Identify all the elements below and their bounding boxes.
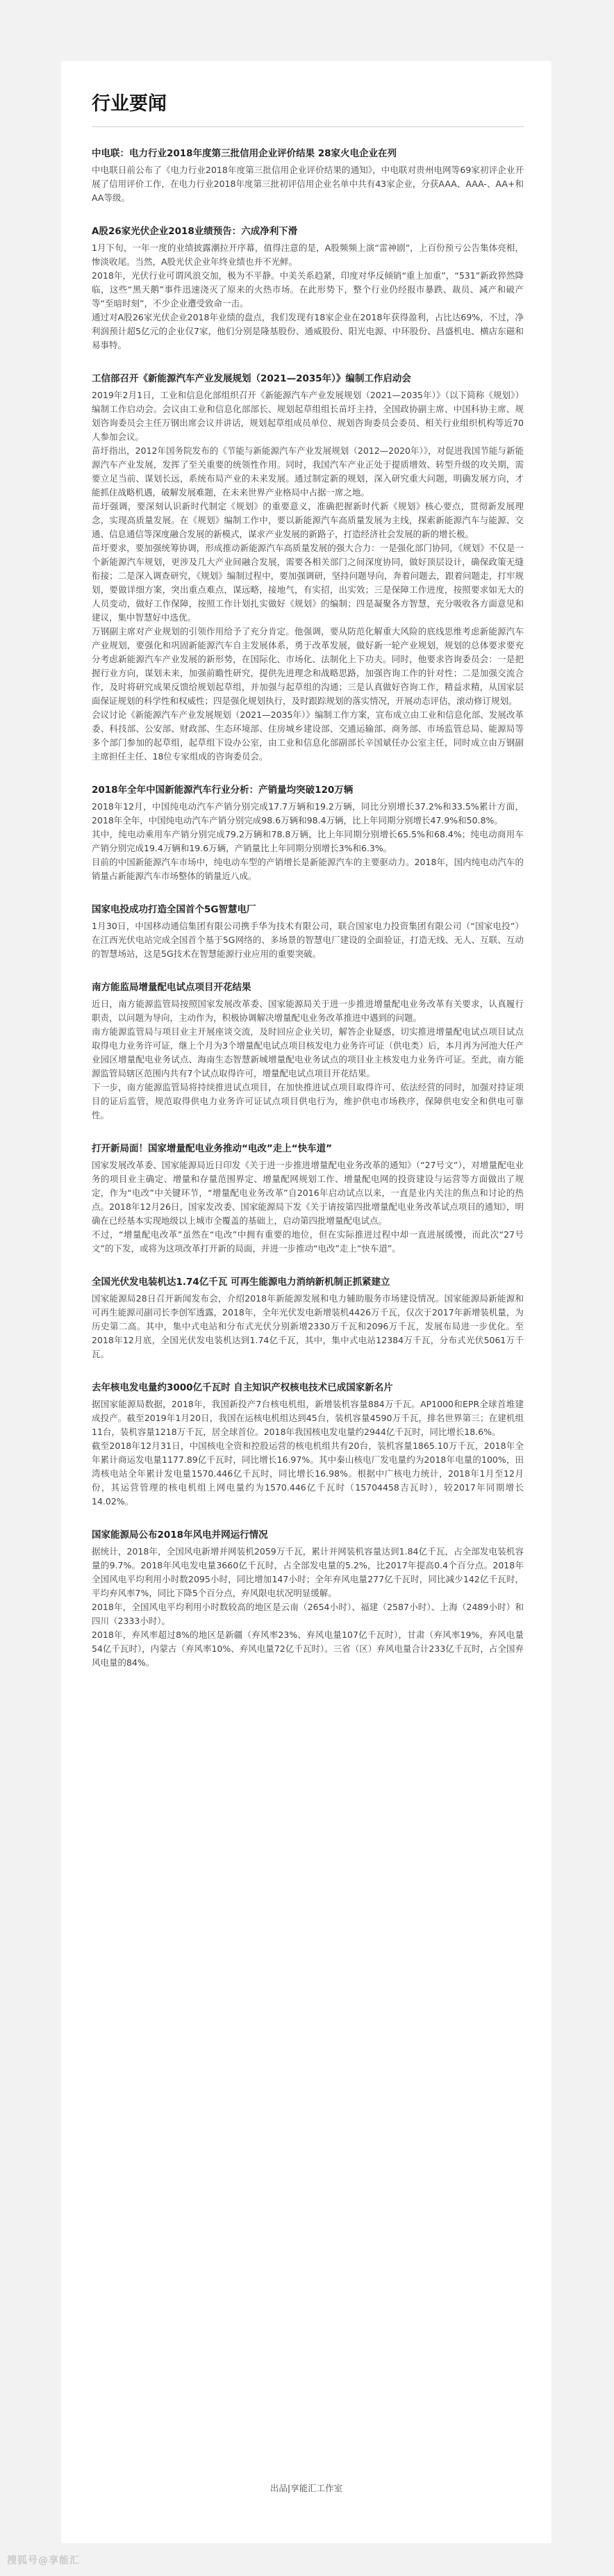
news-heading: 全国光伏发电装机达1.74亿千瓦 可再生能源电力消纳新机制正抓紧建立 <box>92 1277 390 1288</box>
news-paragraph: 苗圩指出，2012年国务院发布的《节能与新能源汽车产业发展规划（2012—2020年）》，对促进我国节能与新能源汽车产业发展，发挥了至关重要的统领性作用。同时，我国汽车产业正处于提质增效、转型升级的攻关期，需要立足当前、谋划长远，系统布局产业的未来发展。通过制定新的规划，深入研究重大问题，明确发展方向，才能抓住战略机遇，破解发展难题，在未来世界产业格局中占据一席之地。 <box>92 445 524 498</box>
news-paragraph: 近日，南方能源监管局按照国家发展改革委、国家能源局关于进一步推进增量配电业务改革有关要求，认真履行职责，以问题为导向，主动作为，积极协调解决增量配电业务改革推进中遇到的问题。 <box>92 999 524 1023</box>
news-paragraph: 国家能源局28日召开新闻发布会，介绍2018年新能源发展和电力辅助服务市场建设情况。国家能源局新能源和可再生能源司副司长李创军透露，2018年，全年光伏发电新增装机4426万千瓦，仅次于2017年新增装机量，为历史第二高。其中，集中式电站和分布式光伏分别新增2330万千瓦和2096万千瓦，发展布局进一步优化。至2018年12月底，全国光伏发电装机达到1.74亿千瓦，其中，集中式电站12384万千瓦，分布式光伏5061万千瓦。 <box>92 1293 524 1359</box>
news-paragraph: 2019年2月1日，工业和信息化部组织召开《新能源汽车产业发展规划（2021—2035年）》（以下简称《规划》）编制工作启动会。会议由工业和信息化部部长、规划起草组组长苗圩主持，全国政协副主席、中国科协主席、规划咨询委员会主任万钢出席会议并讲话，规划起草组成员单位、规划咨询委员会委员、相关行业组织机构等近70人参加会议。 <box>92 390 524 442</box>
news-paragraph: 通过对A股26家光伏企业2018年业绩的盘点，我们发现有18家企业在2018年获得盈利，占比达69%，不过，净利润预计超5亿元的企业仅7家，他们分别是隆基股份、通威股份、阳光电源、中环股份、昌盛机电、横店东磁和易事特。 <box>92 312 524 350</box>
page-title: 行业要闻 <box>92 93 167 115</box>
news-item <box>92 981 524 1122</box>
news-item <box>92 783 524 883</box>
footer-credit: 出品|享能汇工作室 <box>269 2483 343 2493</box>
news-paragraph: 1月30日，中国移动通信集团有限公司携手华为技术有限公司，联合国家电力投资集团有限公司（“国家电投”）在江西光伏电站完成全国首个基于5G网络的、多场景的智慧电厂建设的全面验证，打造无线、无人、互联、互动的智慧场站，这是5G技术在智慧能源行业应用的重要突破。 <box>92 921 524 959</box>
news-paragraph: 据国家能源局数据，2018年，我国新投产7台核电机组，新增装机容量884万千瓦。AP1000和EPR全球首堆建成投产。截至2019年1月20日，我国在运核电机组达到45台，装机容量4590万千瓦，排名世界第三；在建机组11台，装机容量1218万千瓦，居全球首位。2018年我国核电发电量约2944亿千瓦时，同比增长18.6%。 <box>92 1399 524 1437</box>
news-item <box>92 1381 524 1509</box>
news-paragraph: 据统计，2018年，全国风电新增并网装机2059万千瓦，累计并网装机容量达到1.84亿千瓦，占全部发电装机容量的9.7%。2018年风电发电量3660亿千瓦时，占全部发电量的5.2%，比2017年提高0.4个百分点。2018年全国风电平均利用小时数2095小时，同比增加147小时；全年弃风电量277亿千瓦时，同比减少142亿千瓦时，平均弃风率7%，同比下降5个百分点，弃风限电状况明显缓解。 <box>92 1546 524 1598</box>
document-page <box>61 61 551 2543</box>
news-paragraph: 苗圩强调，要深刻认识新时代制定《规划》的重要意义，准确把握新时代新《规划》核心要点，贯彻新发展理念，实现高质量发展。在《规划》编制工作中，要以新能源汽车高质量发展为主线，探索新能源汽车与能源、交通、信息通信等深度融合发展的新模式，谋求产业发展的新路子，打造经济社会发展的新的增长极。 <box>92 501 524 539</box>
news-paragraph: 2018年，全国风电平均利用小时数较高的地区是云南（2654小时）、福建（2587小时）、上海（2489小时）和四川（2333小时）。 <box>92 1602 524 1626</box>
news-item <box>92 147 524 205</box>
news-item <box>92 1142 524 1256</box>
news-paragraph: 2018年，光伏行业可谓风浪交加，极为不平静。中美关系趋紧，印度对华反倾销“重上加重”，“531”新政猝然降临，这些“黑天鹅”事件迅速浇灭了原来的火热市场。在此形势下，整个行业仍经报市暴跌、裁员、减产和破产等“至暗时刻”，不少企业遭受致命一击。 <box>92 270 524 309</box>
news-paragraph: 南方能源监管局与项目业主开展座谈交流，及时回应企业关切，解答企业疑惑，切实推进增量配电试点项目试点取得电力业务许可证，继上个月为3个增量配电试点项目核发电力业务许可证（供电类）后，本月再为河池大任产业园区增量配电业务试点、海南生态智慧新城增量配电业务试点的项目业主核发电力业务许可证。至此，南方能源监管局辖区范围内共有7个试点取得许可，增量配电试点项目开花结果。 <box>92 1026 524 1078</box>
news-heading: 中电联：电力行业2018年度第三批信用企业评价结果 28家火电企业在列 <box>92 148 397 159</box>
news-paragraph: 2018年12月，中国纯电动汽车产销分别完成17.7万辆和19.2万辆，同比分别增长37.2%和33.5%累计方面，2018年全年，中国纯电动汽车产销分别完成98.6万辆和98.4万辆，比上年同期分别增长47.9%和50.8%。 <box>92 801 524 826</box>
news-heading: 南方能监局增量配电试点项目开花结果 <box>92 982 251 993</box>
news-heading: 去年核电发电量约3000亿千瓦时 自主知识产权核电技术已成国家新名片 <box>92 1382 393 1393</box>
news-paragraph: 其中，纯电动乘用车产销分别完成79.2万辆和78.8万辆，比上年同期分别增长65.5%和68.4%；纯电动商用车产销分别完成19.4万辆和19.6万辆，产销量比上年同期分别增长3%和6.3%。 <box>92 829 524 853</box>
news-paragraph: 2018年，弃风率超过8%的地区是新疆（弃风率23%、弃风电量107亿千瓦时），甘肃（弃风率19%，弃风电量54亿千瓦时），内蒙古（弃风率10%、弃风电量72亿千瓦时）。三省（区）弃风电量合计233亿千瓦时，占全国弃风电量的84%。 <box>92 1630 524 1668</box>
news-item <box>92 224 524 352</box>
watermark: 搜狐号@享能汇 <box>7 2555 80 2566</box>
news-list <box>92 147 524 1670</box>
news-heading: 打开新局面！国家增量配电业务推动“电改”走上“快车道” <box>92 1143 332 1154</box>
news-item <box>92 1275 524 1361</box>
news-paragraph: 苗圩要求，要加强统筹协调，形成推动新能源汽车高质量发展的强大合力：一是强化部门协同，《规划》不仅是一个新能源汽车规划，更涉及几大产业间融合发展，需要各相关部门之间深度协同，做好顶层设计，确保政策无缝衔接；二是深入调查研究，《规划》编制过程中，要加强调研，坚持问题导向，奔着问题去，跟着问题走，打牢规划，要做详细方案，突出重点难点，谋远略，接地气，有实招，出实效；三是保障工作进度，按照要求如无大的人员变动，做好工作保障，按照工作计划扎实做好《规划》的编制；四是凝聚各方智慧，充分吸收各方面意见和建议，集中智慧好中选优。 <box>92 543 524 623</box>
news-heading: 国家电投成功打造全国首个5G智慧电厂 <box>92 904 256 915</box>
news-paragraph: 下一步，南方能源监管局将持续推进试点项目，在加快推进试点项目取得许可、依法经营的同时，加强对持证项目的证后监管，规范取得供电力业务许可证试点项目供电行为，维护供电市场秩序，保障供电安全和供电可靠性。 <box>92 1082 524 1120</box>
news-paragraph: 目前的中国新能源汽车市场中，纯电动车型的产销增长是新能源汽车的主要驱动力。2018年，国内纯电动汽车的销量占新能源汽车市场整体的销量近八成。 <box>92 857 524 881</box>
news-item <box>92 372 524 764</box>
news-paragraph: 国家发展改革委、国家能源局近日印发《关于进一步推进增量配电业务改革的通知》（“27号文”），对增量配电业务的项目业主确定、增量和存量范围界定、增量配网规划工作、增量配电网的投资建设与运营等方面做出了规定，作为“电改”中关键环节，“增量配电业务改革”自2016年启动试点以来，一直是业内关注的焦点和讨论的热点。2018年12月26日，国家发改委、国家能源局下发《关于请按第四批增量配电业务改革试点项目的通知》，明确在已经基本实现地级以上城市全覆盖的基础上，启动第四批增量配电试点。 <box>92 1160 524 1226</box>
news-item <box>92 1528 524 1670</box>
title-divider <box>92 126 524 127</box>
news-heading: 2018年全年中国新能源汽车行业分析：产销量均突破120万辆 <box>92 785 354 796</box>
news-heading: 国家能源局公布2018年风电并网运行情况 <box>92 1529 268 1541</box>
news-item <box>92 903 524 961</box>
news-heading: A股26家光伏企业2018业绩预告：六成净利下滑 <box>92 226 298 237</box>
news-paragraph: 不过，“增量配电改革”虽然在“电改”中拥有重要的地位，但在实际推进过程中却一直进展缓慢，而此次“27号文”的下发，或将为这项改革打开新的局面，并进一步推动“电改”走上“快车道”。 <box>92 1229 524 1254</box>
news-paragraph: 中电联日前公布了《电力行业2018年度第三批信用企业评价结果的通知》，中电联对贵州电网等69家初评企业开展了信用评价工作，在电力行业2018年度第三批初评信用企业名单中共有43家企业，分获AAA、AAA-、AA+和AA等级。 <box>92 165 524 203</box>
news-paragraph: 会议讨论《新能源汽车产业发展规划（2021—2035年）》编制工作方案，宣布成立由工业和信息化部、发展改革委、科技部、公安部、财政部、生态环境部、住房城乡建设部、交通运输部、商务部、市场监管总局、能源局等多个部门参加的起草组，起草组下设办公室，由工业和信息化部副部长辛国斌任办公室主任，同时成立由万钢副主席担任主任、18位专家组成的咨询委员会。 <box>92 709 524 762</box>
news-paragraph: 截至2018年12月31日，中国核电全资和控股运营的核电机组共有20台，装机容量1865.10万千瓦，2018年全年累计商运发电量1177.89亿千瓦时，同比增长16.97%。其中秦山核电厂发电量约为2018年电量的100%，田湾核电站全年累计发电量1570.446亿千瓦时，同比增长16.98%。根据中广核电力统计，2018年1月至12月份，其运营管理的核电机组上网电量约为1570.446亿千瓦时（15704458吉瓦时），较2017年同期增长14.02%。 <box>92 1441 524 1507</box>
news-paragraph: 1月下旬，一年一度的业绩披露潮拉开序幕，值得注意的是，A股频频上演“雷神剧”，上百份预亏公告集体亮相，惨淡收尾。当然，A股光伏企业年终业绩也并不光鲜。 <box>92 243 524 267</box>
news-paragraph: 万钢副主席对产业规划的引领作用给予了充分肯定。他强调，要从防范化解重大风险的底线思维考虑新能源汽车产业规划，要强化和巩固新能源汽车自主发展体系，勇于改革发展，做好新一轮产业规划，规划的总体要求要充分考虑新能源汽车产业发展的新形势，在国际化、市场化、法制化上下功夫。同时，他要求咨询委员会：一是把握行业方向，谋划未来，加强前瞻性研究，提供先进理念和战略思路，加强咨询工作的针对性；二是加强交流合作，及时将研究成果反馈给规划起草组，并加强与起草组的沟通；三是认真做好咨询工作，精益求精，从国家层面保证规划的科学性和权威性；四是强化规划执行，及时跟踪规划的落实情况，开展动态评估，滚动修订规划。 <box>92 626 524 706</box>
news-heading: 工信部召开《新能源汽车产业发展规划（2021—2035年）》编制工作启动会 <box>92 373 411 384</box>
